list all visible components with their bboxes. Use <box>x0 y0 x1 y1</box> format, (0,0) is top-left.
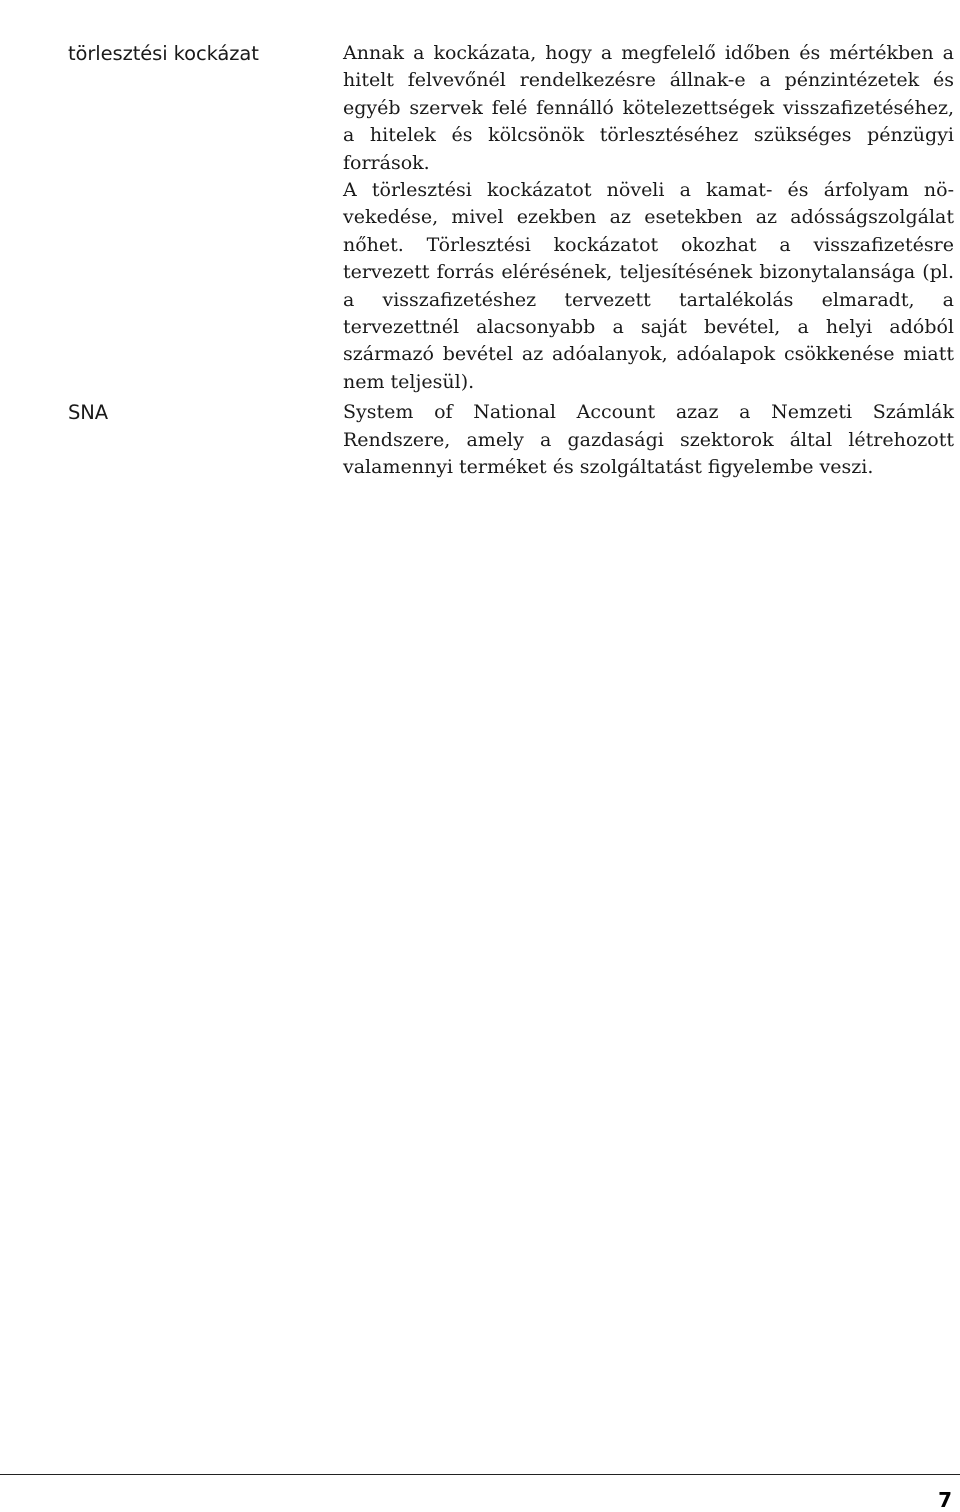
glossary-term: törlesztési kockázat <box>68 42 259 65</box>
definition-paragraph: Annak a kockázata, hogy a megfelelő időben és mértékben a hitelt felvevőnél rendelkezésre állnak-e a pénzintézetek és egyéb szervek felé fennálló kötelezettségek visszafizetéséhez, a hitelek és kölcsönök törlesztéséhez szükséges pénzügyi források. <box>343 42 954 174</box>
page-number: 7 <box>938 1488 952 1512</box>
glossary-entry-sna <box>68 399 954 481</box>
definition-paragraph: System of National Account azaz a Nemzeti Számlák Rendszere, amely a gazdasági szektorok által létrehozott valamennyi terméket és szolgáltatást figyelembe veszi. <box>343 401 954 479</box>
glossary <box>68 40 954 482</box>
definition-paragraph: A törlesztési kockázatot növeli a kamat- és árfolyam növekedése, mivel ezekben az esetekben az adósságszolgálat nőhet. Törlesztési kockázatot okozhat a visszafizetésre tervezett forrás elérésének, teljesítésének bizonytalansága (pl. a visszafizetéshez tervezett tartalékolás elmaradt, a tervezettnél alacsonyabb a saját bevétel, a helyi adóból származó bevétel az adóalanyok, adóalapok csökkenése miatt nem teljesül). <box>343 179 954 393</box>
footer-rule <box>0 1474 960 1475</box>
glossary-definition <box>343 40 954 396</box>
glossary-term: SNA <box>68 401 109 425</box>
glossary-entry-torlesztesi-kockazat <box>68 40 954 396</box>
glossary-definition <box>343 399 954 481</box>
